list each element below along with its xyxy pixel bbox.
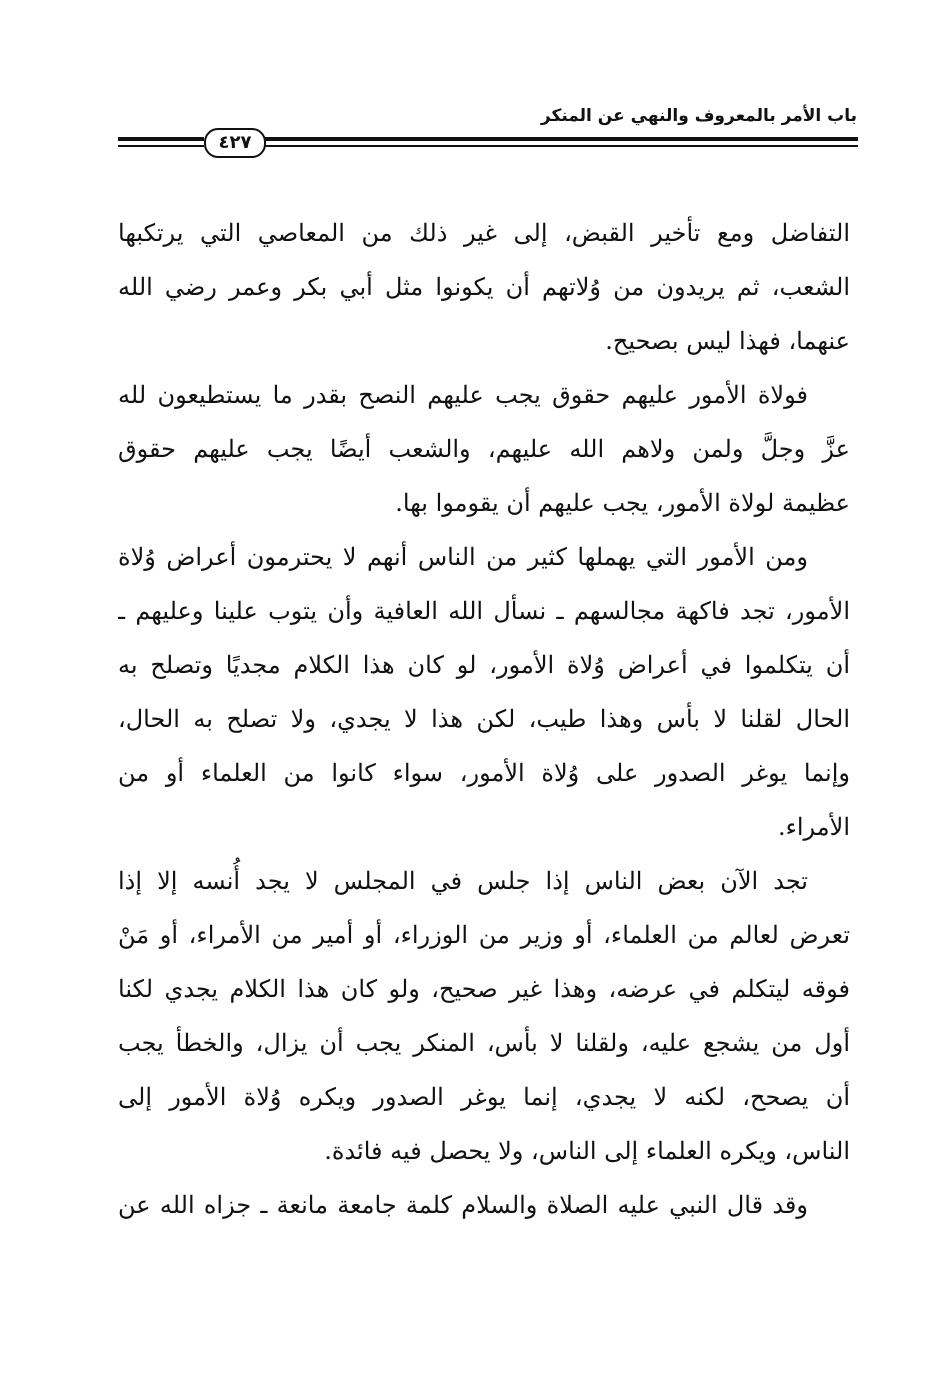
header-rule-left <box>118 137 204 150</box>
text-line: وقد قال النبي عليه الصلاة والسلام كلمة جامعة مانعة ـ جزاه الله عن <box>118 1191 808 1219</box>
running-title: باب الأمر بالمعروف والنهي عن المنكر <box>540 106 857 126</box>
text-line: أن يتكلموا في أعراض وُلاة الأمور، لو كان هذا الكلام مجديًا وتصلح به <box>118 651 850 679</box>
text-line: أول من يشجع عليه، ولقلنا لا بأس، المنكر يجب أن يزال، والخطأ يجب <box>118 1029 850 1057</box>
page-number: ٤٢٧ <box>204 128 266 158</box>
text-line: التفاضل ومع تأخير القبض، إلى غير ذلك من المعاصي التي يرتكبها <box>118 219 850 247</box>
text-line: فوقه ليتكلم في عرضه، وهذا غير صحيح، ولو كان هذا الكلام يجدي لكنا <box>118 975 850 1003</box>
text-line: الأمراء. <box>777 813 850 841</box>
text-line: عنهما، فهذا ليس بصحيح. <box>605 327 850 355</box>
text-line: تجد الآن بعض الناس إذا جلس في المجلس لا يجد أُنسه إلا إذا <box>118 867 808 895</box>
text-line: تعرض لعالم من العلماء، أو وزير من الوزراء، أو أمير من الأمراء، أو مَنْ <box>118 921 850 949</box>
header-rule-right <box>262 137 858 150</box>
body-text <box>118 206 850 1232</box>
text-line: الشعب، ثم يريدون من وُلاتهم أن يكونوا مثل أبي بكر وعمر رضي الله <box>118 273 850 301</box>
text-line: عظيمة لولاة الأمور، يجب عليهم أن يقوموا بها. <box>395 489 850 517</box>
text-line: الحال لقلنا لا بأس وهذا طيب، لكن هذا لا يجدي، ولا تصلح به الحال، <box>118 705 850 733</box>
text-line: ومن الأمور التي يهملها كثير من الناس أنهم لا يحترمون أعراض وُلاة <box>118 543 808 571</box>
text-line: عزَّ وجلَّ ولمن ولاهم الله عليهم، والشعب أيضًا يجب عليهم حقوق <box>118 435 850 463</box>
text-line: فولاة الأمور عليهم حقوق يجب عليهم النصح بقدر ما يستطيعون لله <box>118 381 808 409</box>
text-line: الأمور، تجد فاكهة مجالسهم ـ نسأل الله العافية وأن يتوب علينا وعليهم ـ <box>118 597 850 625</box>
text-line: الناس، ويكره العلماء إلى الناس، ولا يحصل فيه فائدة. <box>324 1137 850 1165</box>
text-line: وإنما يوغر الصدور على وُلاة الأمور، سواء كانوا من العلماء أو من <box>118 759 850 787</box>
text-line: أن يصحح، لكنه لا يجدي، إنما يوغر الصدور ويكره وُلاة الأمور إلى <box>118 1083 850 1111</box>
